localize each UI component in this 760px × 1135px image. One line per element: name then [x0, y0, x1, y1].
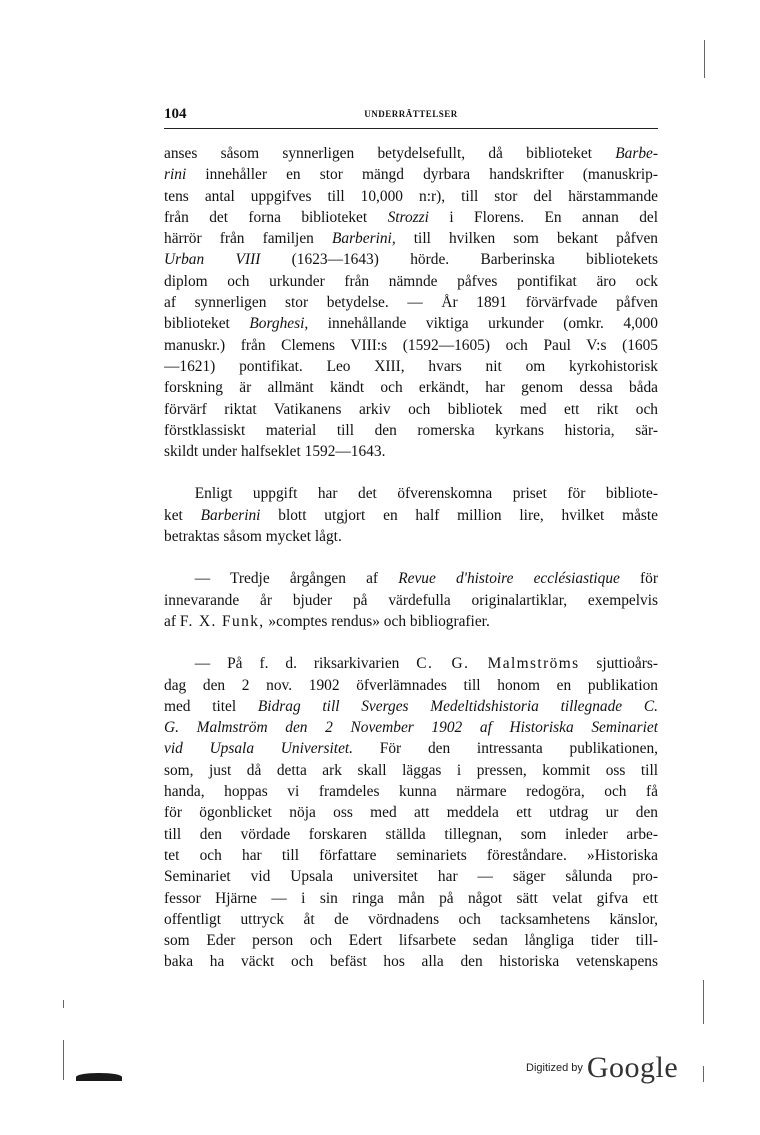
text-run: innehåller en stor mängd dyrbara handskrifter (manuskrip- — [186, 166, 658, 184]
text-run: handa, hoppas vi framdeles kunna närmare redogöra, och få — [164, 783, 658, 801]
text-line — [164, 505, 658, 526]
text-line — [164, 228, 658, 249]
text-line — [164, 781, 658, 802]
body-text — [164, 143, 658, 973]
text-run: som Eder person och Edert lifsarbete sedan långliga tider till- — [164, 932, 658, 950]
digitized-by-label: Digitized by — [526, 1062, 583, 1074]
text-line — [164, 951, 658, 972]
text-line — [164, 611, 658, 632]
text-line — [164, 420, 658, 441]
google-logo: Google — [586, 1051, 679, 1084]
text-line — [164, 271, 658, 292]
scan-edge-mark — [704, 40, 705, 78]
text-run: af synnerligen stor betydelse. — År 1891 förvärfvade påfven — [164, 294, 658, 312]
text-line — [164, 483, 658, 504]
text-run: baka ha väckt och befäst hos alla den historiska vetenskapens — [164, 953, 658, 971]
italic-run: Barbe- — [615, 145, 658, 162]
text-run: — Tredje årgången af — [164, 570, 399, 588]
text-line — [164, 717, 658, 738]
text-run: tet och har till författare seminariets föreståndare. »Historiska — [164, 846, 658, 864]
text-line — [164, 143, 658, 164]
text-run: fessor Hjärne — i sin ringa mån på något sätt velat gifva ett — [164, 889, 658, 907]
text-run: innehållande viktiga urkunder (omkr. 4,000 — [308, 315, 658, 333]
text-line — [164, 590, 658, 611]
text-run: skildt under halfseklet 1592—1643. — [164, 443, 386, 461]
text-run: förvärf riktat Vatikanens arkiv och bibliotek med ett rikt och — [164, 400, 658, 418]
text-run: dag den 2 nov. 1902 öfverlämnades till honom en publikation — [164, 676, 658, 694]
text-line — [164, 760, 658, 781]
google-digitized-watermark — [526, 1051, 678, 1091]
italic-run: Revue d'histoire ecclésiastique — [398, 570, 620, 588]
running-head: UNDERRÄTTELSER — [364, 109, 458, 119]
italic-run: Strozzi — [387, 208, 429, 226]
text-line — [164, 186, 658, 207]
text-line — [164, 675, 658, 696]
paragraph-gap — [164, 632, 658, 653]
text-run: som, just då detta ark skall läggas i pressen, kommit oss till — [164, 761, 658, 779]
italic-run: Borghesi, — [249, 315, 309, 333]
text-run: betraktas såsom mycket lågt. — [164, 528, 342, 546]
text-line — [164, 930, 658, 951]
text-line — [164, 249, 658, 270]
scan-edge-mark — [703, 980, 704, 1024]
paragraph — [164, 568, 658, 632]
italic-run: Barberini — [200, 506, 261, 524]
italic-run: vid Upsala Universitet. — [164, 740, 354, 758]
text-run: forskning är allmänt kändt och erkändt, har genom dessa båda — [164, 379, 658, 397]
text-line — [164, 313, 658, 334]
text-run: förstklassiskt material till den romerska kyrkans historia, sär- — [164, 421, 658, 439]
text-run: manuskr.) från Clemens VIII:s (1592—1605) och Paul V:s (1605 — [164, 336, 658, 354]
paragraph — [164, 143, 658, 462]
text-line — [164, 653, 658, 674]
text-run: härrör från familjen — [164, 230, 332, 248]
italic-run: Barberini, — [331, 230, 396, 248]
text-line — [164, 335, 658, 356]
italic-run: Urban VIII — [164, 251, 261, 269]
text-run: till hvilken som bekant påfven — [395, 230, 658, 248]
letterspaced-run: C. G. Malmströms — [416, 655, 580, 673]
text-run: biblioteket — [164, 315, 250, 333]
page-header — [164, 106, 658, 129]
text-run: —1621) pontifikat. Leo XIII, hvars nit om kyrkohistorisk — [164, 357, 658, 375]
text-line — [164, 568, 658, 589]
text-line — [164, 696, 658, 717]
text-run: (1623—1643) hörde. Barberinska bibliotekets — [260, 251, 658, 269]
text-run: Seminariet vid Upsala universitet har — säger sålunda pro- — [164, 868, 658, 886]
scan-edge-mark — [703, 1066, 704, 1082]
page-fold-shadow — [76, 1073, 122, 1081]
text-run: För den intressanta publikationen, — [353, 740, 658, 758]
text-line — [164, 866, 658, 887]
italic-run: rini — [164, 166, 187, 184]
text-line — [164, 909, 658, 930]
text-run: tens antal uppgifves till 10,000 n:r), till stor del härstammande — [164, 187, 658, 205]
text-run: för — [619, 570, 658, 588]
italic-run: Bidrag till Sverges Medeltidshistoria tillegnade C. — [257, 697, 658, 715]
text-line — [164, 164, 658, 185]
paragraph — [164, 483, 658, 547]
text-run: blott utgjort en half million lire, hvilket måste — [260, 506, 658, 524]
italic-run: G. Malmström den 2 November 1902 af Historiska Seminariet — [164, 719, 658, 737]
text-run: Enligt uppgift har det öfverenskomna priset för bibliote- — [164, 485, 658, 503]
text-line — [164, 292, 658, 313]
text-run: anses såsom synnerligen betydelsefullt, då biblioteket — [164, 145, 616, 162]
text-run: sjuttioårs- — [579, 655, 658, 673]
text-run: innevarande år bjuder på värdefulla originalartiklar, exempelvis — [164, 591, 658, 609]
text-run: från det forna biblioteket — [164, 208, 388, 226]
text-run: diplom och urkunder från nämnde påfves pontifikat äro ock — [164, 272, 658, 290]
paragraph — [164, 653, 658, 972]
text-line — [164, 802, 658, 823]
text-run: af — [164, 612, 180, 630]
letterspaced-run: F. X. Funk, — [179, 612, 265, 630]
text-run: för ögonblicket nöja oss med att meddela ett utdrag ur den — [164, 804, 658, 822]
text-line — [164, 377, 658, 398]
text-line — [164, 207, 658, 228]
text-run: »comptes rendus» och bibliografier. — [264, 612, 490, 630]
text-line — [164, 738, 658, 759]
scan-edge-mark — [63, 1040, 64, 1080]
paragraph-gap — [164, 462, 658, 483]
text-line — [164, 441, 658, 462]
text-line — [164, 526, 658, 547]
text-run: till den vördade forskaren ställda tillegnan, som inleder arbe- — [164, 825, 658, 843]
text-run: — På f. d. riksarkivarien — [164, 655, 417, 673]
page-number: 104 — [164, 106, 187, 122]
text-line — [164, 888, 658, 909]
text-line — [164, 399, 658, 420]
paragraph-gap — [164, 547, 658, 568]
text-run: ket — [164, 506, 201, 524]
text-line — [164, 356, 658, 377]
text-line — [164, 845, 658, 866]
text-run: i Florens. En annan del — [428, 208, 658, 226]
text-run: med titel — [164, 697, 258, 715]
text-run: offentligt uttryck åt de vördnadens och tacksamhetens känslor, — [164, 910, 658, 928]
scan-edge-mark — [63, 1000, 64, 1008]
text-line — [164, 824, 658, 845]
